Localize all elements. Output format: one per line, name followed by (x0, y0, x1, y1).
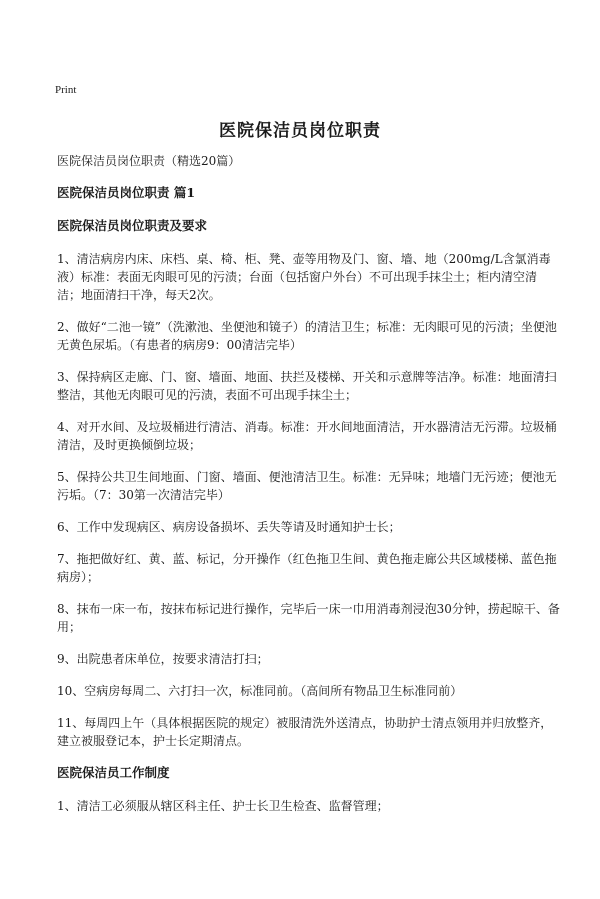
section-heading-2: 医院保洁员岗位职责及要求 (57, 218, 208, 233)
document-title: 医院保洁员岗位职责 (219, 121, 381, 141)
print-label: Print (55, 84, 77, 96)
rule-item-1: 1、清洁工必须服从辖区科主任、护士长卫生检查、监督管理； (57, 799, 389, 813)
duty-item-9: 9、出院患者床单位，按要求清洁打扫； (57, 652, 269, 666)
document-content (57, 152, 560, 829)
section-heading-3: 医院保洁员工作制度 (57, 765, 170, 780)
document-subtitle: 医院保洁员岗位职责（精选20篇） (57, 154, 241, 168)
duty-item-11: 11、每周四上午（具体根据医院的规定）被服清洗外送清点，协助护士清点领用并归放整齐，建立被服登记本，护士长定期清点。 (57, 716, 553, 748)
duty-item-4: 4、对开水间、及垃圾桶进行清洁、消毒。标准：开水间地面清洁，开水器清洁无污滞。垃圾桶清洁，及时更换倾倒垃圾； (57, 420, 557, 452)
duty-item-2: 2、做好“二池一镜”（洗漱池、坐便池和镜子）的清洁卫生；标准：无肉眼可见的污渍；坐便池无黄色尿垢。（有患者的病房9：00清洁完毕） (57, 320, 557, 352)
duty-item-1: 1、清洁病房内床、床档、桌、椅、柜、凳、壶等用物及门、窗、墙、地（200mg/L含氯消毒液）标准：表面无肉眼可见的污渍；台面（包括窗户外台）不可出现手抹尘土；柜内清空清洁；地面清扫干净，每天2次。 (57, 252, 551, 302)
section-heading-1: 医院保洁员岗位职责 篇1 (57, 185, 196, 200)
duty-item-6: 6、工作中发现病区、病房设备损坏、丢失等请及时通知护士长； (57, 520, 401, 534)
duty-item-10: 10、空病房每周二、六打扫一次，标准同前。（高间所有物品卫生标准同前） (57, 684, 463, 698)
duty-item-3: 3、保持病区走廊、门、窗、墙面、地面、扶拦及楼梯、开关和示意牌等洁净。标准：地面清扫整洁，其他无肉眼可见的污渍，表面不可出现手抹尘土； (57, 370, 557, 402)
duty-item-7: 7、拖把做好红、黄、蓝、标记，分开操作（红色拖卫生间、黄色拖走廊公共区域楼梯、蓝色拖病房）； (57, 552, 557, 584)
duty-item-5: 5、保持公共卫生间地面、门窗、墙面、便池清洁卫生。标准：无异味；地墙门无污迹；便池无污垢。（7：30第一次清洁完毕） (57, 470, 557, 502)
duty-item-8: 8、抹布一床一布，按抹布标记进行操作，完毕后一床一巾用消毒剂浸泡30分钟，捞起晾干、备用； (57, 602, 560, 634)
